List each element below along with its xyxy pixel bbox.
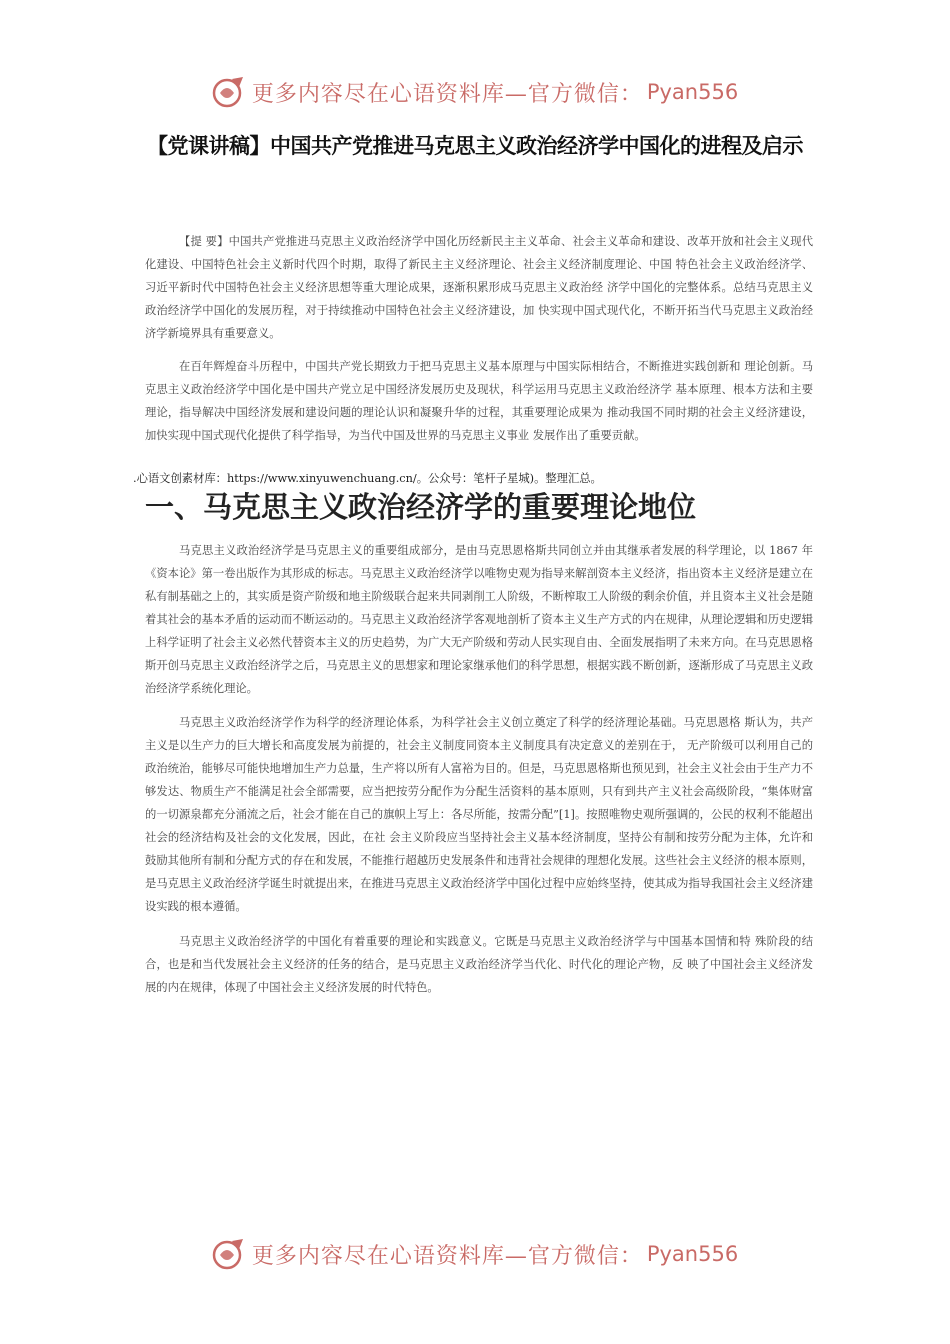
abstract-paragraph: 【提 要】中国共产党推进马克思主义政治经济学中国化历经新民主主义革命、社会主义革命和建设、改革开放和社会主义现代化建设、中国特色社会主义新时代四个时期，取得了新民主主义经济理论、社会主义经济制度理论、中国 特色社会主义政治经济学、习近平新时代中国特色社会主义经济思想等重大理论成果，逐渐积累形成马克思主义政治经 济学中国化的完整体系。总结马克思主义政治经济学中国化的发展历程，对于持续推动中国特色社会主义经济建设，加 快实现中国式现代化，不断开拓当代马克思主义政治经济学新境界具有重要意义。 <box>145 235 813 340</box>
footer-banner <box>0 1232 950 1276</box>
banner-wechat-id: Pyan556 <box>646 1242 739 1266</box>
banner-wechat-id: Pyan556 <box>646 80 739 104</box>
banner-text: 更多内容尽在心语资料库—官方微信： <box>251 1243 643 1269</box>
section-heading: 一、马克思主义政治经济学的重要理论地位 <box>145 490 697 524</box>
section-paragraph-3: 马克思主义政治经济学的中国化有着重要的理论和实践意义。它既是马克思主义政治经济学与中国基本国情和特 殊阶段的结合，也是和当代发展社会主义经济的任务的结合，是马克思主义政治经济学当代化、时代化的理论产物，反 映了中国社会主义经济发展的内在规律，体现了中国社会主义经济发展的时代特色。 <box>145 935 813 994</box>
source-note: .心语文创素材库：https://www.xinyuwenchuang.cn/。公众号：笔杆子星城)。整理汇总。 <box>133 472 602 485</box>
logo-icon <box>212 75 246 109</box>
section-paragraph-1: 马克思主义政治经济学是马克思主义的重要组成部分，是由马克思恩格斯共同创立并由其继承者发展的科学理论，以 1867 年《资本论》第一卷出版作为其形成的标志。马克思主义政治经济学以唯物史观为指导来解剖资本主义经济，指出资本主义经济是建立在私有制基础之上的，其实质是资产阶级和地主阶级联合起来共同剥削工人阶级，不断榨取工人阶级的剩余价值，并且资本主义社会是随着其社会的基本矛盾的运动而不断运动的。马克思主义政治经济学客观地剖析了资本主义生产方式的内在规律，从理论逻辑和历史逻辑上科学证明了社会主义必然代替资本主义的历史趋势，为广大无产阶级和劳动人民实现自由、全面发展指明了未来方向。在马克思恩格斯开创马克思主义政治经济学之后，马克思主义的思想家和理论家继承他们的科学思想，根据实践不断创新，逐渐形成了马克思主义政治经济学系统化理论。 <box>145 544 813 695</box>
header-banner <box>0 70 950 114</box>
document-title: 【党课讲稿】中国共产党推进马克思主义政治经济学中国化的进程及启示 <box>147 134 803 158</box>
section-paragraph-2: 马克思主义政治经济学作为科学的经济理论体系，为科学社会主义创立奠定了科学的经济理论基础。马克思恩格 斯认为，共产主义是以生产力的巨大增长和高度发展为前提的，社会主义制度同资本主义制度具有决定意义的差别在于， 无产阶级可以利用自己的政治统治，能够尽可能快地增加生产力总量，生产将以所有人富裕为目的。但是，马克思恩格斯也预见到，社会主义社会由于生产力不够发达、物质生产不能满足社会全部需要，应当把按劳分配作为分配生活资料的基本原则，只有到共产主义社会高级阶段，“集体财富的一切源泉都充分涌流之后，社会才能在自己的旗帜上写上：各尽所能，按需分配”[1]。按照唯物史观所强调的，公民的权利不能超出社会的经济结构及社会的文化发展，因此，在社 会主义阶段应当坚持社会主义基本经济制度，坚持公有制和按劳分配为主体，允许和鼓励其他所有制和分配方式的存在和发展，不能推行超越历史发展条件和违背社会规律的理想化发展。这些社会主义经济的根本原则，是马克思主义政治经济学诞生时就提出来，在推进马克思主义政治经济学中国化过程中应始终坚持，使其成为指导我国社会主义经济建设实践的根本遵循。 <box>145 716 813 913</box>
logo-icon <box>212 1237 246 1271</box>
intro-paragraph: 在百年辉煌奋斗历程中，中国共产党长期致力于把马克思主义基本原理与中国实际相结合，不断推进实践创新和 理论创新。马克思主义政治经济学中国化是中国共产党立足中国经济发展历史及现状，科学运用马克思主义政治经济学 基本原理、根本方法和主要理论，指导解决中国经济发展和建设问题的理论认识和凝聚升华的过程，其重要理论成果为 推动我国不同时期的社会主义经济建设，加快实现中国式现代化提供了科学指导，为当代中国及世界的马克思主义事业 发展作出了重要贡献。 <box>145 360 813 442</box>
banner-text: 更多内容尽在心语资料库—官方微信： <box>251 81 643 107</box>
